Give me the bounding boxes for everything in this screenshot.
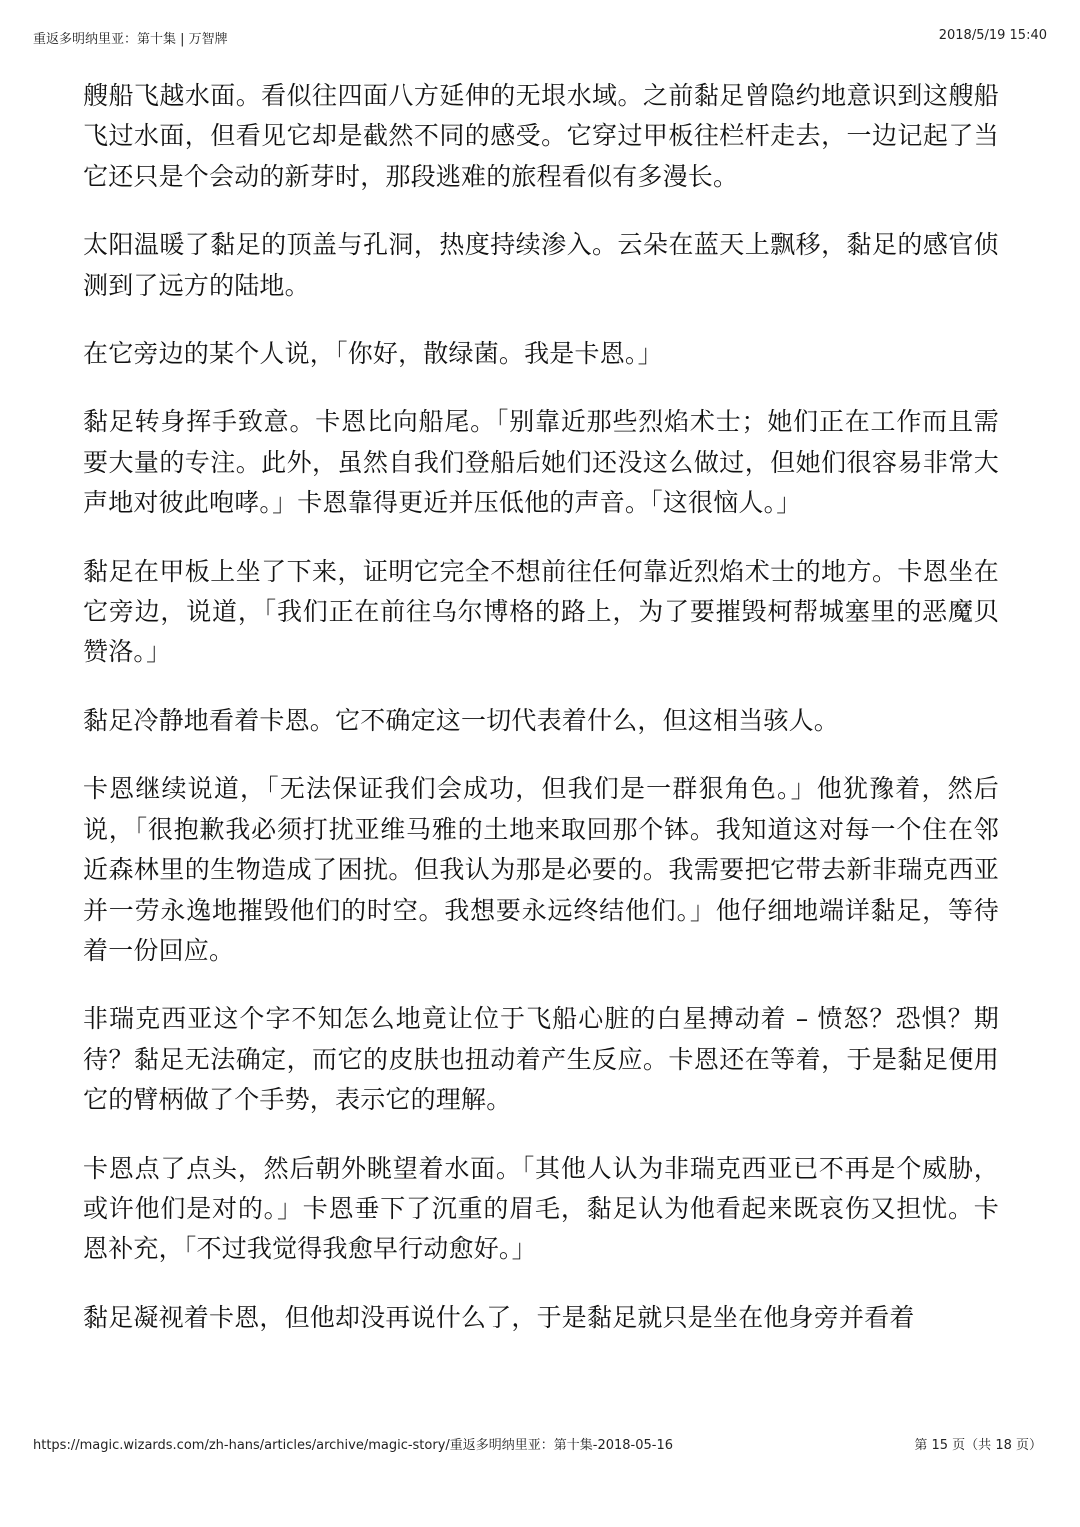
page-title: 重返多明纳里亚：第十集 | 万智牌 xyxy=(33,32,228,47)
paragraph: 在它旁边的某个人说，「你好，散绿菌。我是卡恩。」 xyxy=(83,339,663,369)
paragraph: 黏足冷静地看着卡恩。它不确定这一切代表着什么，但这相当骇人。 xyxy=(83,705,840,735)
paragraph: 黏足凝视着卡恩，但他却没再说什么了，于是黏足就只是坐在他身旁并看着 xyxy=(83,1302,915,1332)
article-body xyxy=(83,76,999,1366)
paragraph: 艘船飞越水面。看似往四面八方延伸的无垠水域。之前黏足曾隐约地意识到这艘船飞过水面，但看见它却是截然不同的感受。它穿过甲板往栏杆走去，一边记起了当它还只是个会动的新芽时，那段逃难的旅程看似有多漫长。 xyxy=(83,81,999,191)
page-number: 第 15 页（共 18 页） xyxy=(914,1438,1042,1453)
paragraph: 卡恩点了点头，然后朝外眺望着水面。「其他人认为非瑞克西亚已不再是个威胁，或许他们是对的。」卡恩垂下了沉重的眉毛，黏足认为他看起来既哀伤又担忧。卡恩补充，「不过我觉得我愈早行动愈好。」 xyxy=(83,1153,999,1264)
paragraph: 非瑞克西亚这个字不知怎么地竟让位于飞船心脏的白星搏动着 – 愤怒？恐惧？期待？黏足无法确定，而它的皮肤也扭动着产生反应。卡恩还在等着，于是黏足便用它的臂柄做了个手势，表示它的理解。 xyxy=(83,1004,999,1115)
paragraph: 黏足转身挥手致意。卡恩比向船尾。「别靠近那些烈焰术士；她们正在工作而且需要大量的专注。此外，虽然自我们登船后她们还没这么做过，但她们很容易非常大声地对彼此咆哮。」卡恩靠得更近并压低他的声音。「这很恼人。」 xyxy=(83,407,999,518)
paragraph: 太阳温暖了黏足的顶盖与孔洞，热度持续渗入。云朵在蓝天上飘移，黏足的感官侦测到了远方的陆地。 xyxy=(83,230,999,300)
print-header xyxy=(33,28,1047,50)
print-footer xyxy=(33,1434,1042,1456)
paragraph: 黏足在甲板上坐了下来，证明它完全不想前往任何靠近烈焰术士的地方。卡恩坐在它旁边，说道，「我们正在前往乌尔博格的路上，为了要摧毁柯帮城塞里的恶魔贝赞洛。」 xyxy=(83,556,999,667)
source-url: https://magic.wizards.com/zh-hans/articles/archive/magic-story/重返多明纳里亚：第十集-2018-05-16 xyxy=(33,1438,674,1453)
print-datetime: 2018/5/19 15:40 xyxy=(938,28,1047,43)
paragraph: 卡恩继续说道，「无法保证我们会成功，但我们是一群狠角色。」他犹豫着，然后说，「很抱歉我必须打扰亚维马雅的土地来取回那个钵。我知道这对每一个住在邻近森林里的生物造成了困扰。但我认为那是必要的。我需要把它带去新非瑞克西亚并一劳永逸地摧毁他们的时空。我想要永远终结他们。」他仔细地端详黏足，等待着一份回应。 xyxy=(83,774,999,965)
